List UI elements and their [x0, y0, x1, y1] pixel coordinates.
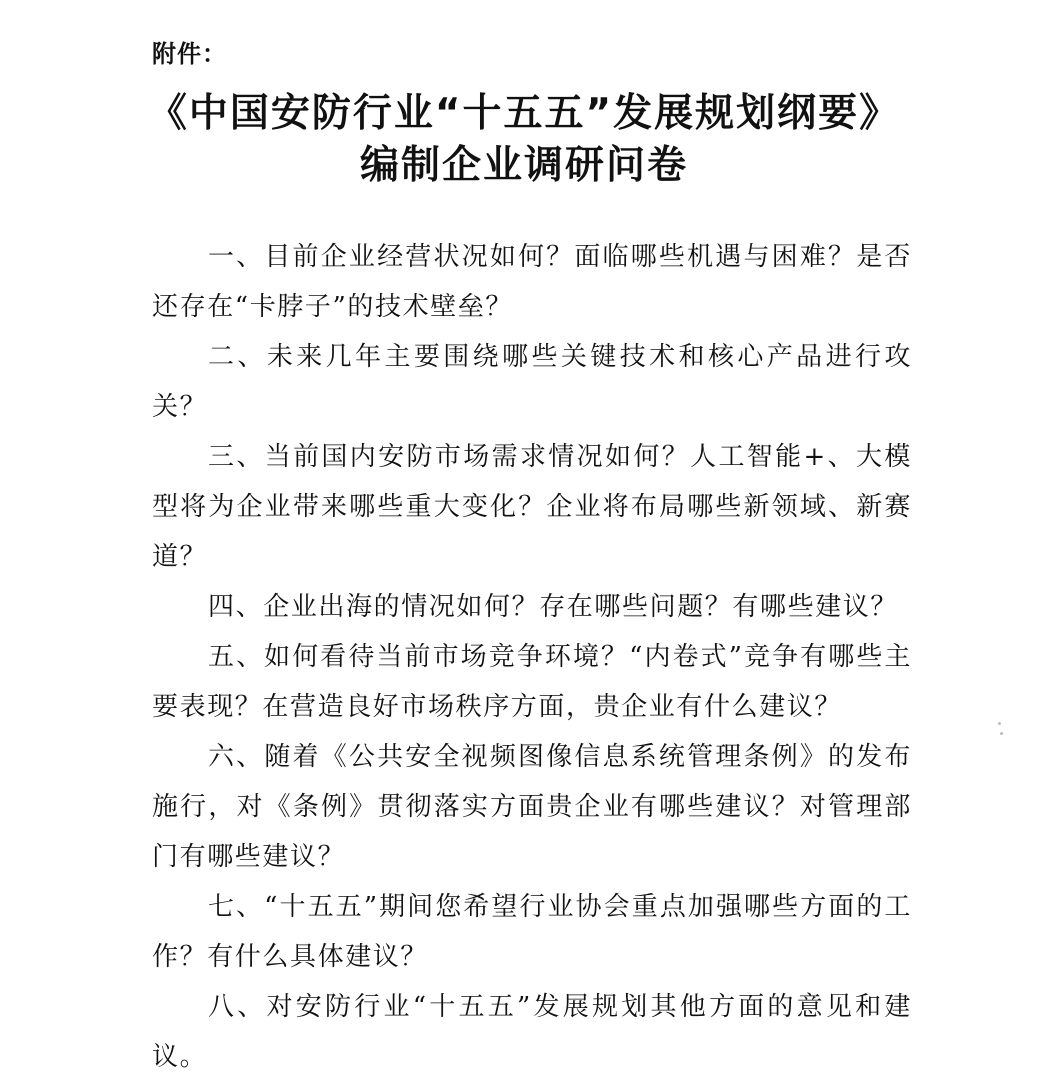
question-2: 二、未来几年主要围绕哪些关键技术和核心产品进行攻关？ — [152, 342, 912, 422]
question-6: 六、随着《公共安全视频图像信息系统管理条例》的发布施行，对《条例》贯彻落实方面贵企业有哪些建议？对管理部门有哪些建议？ — [152, 742, 912, 872]
question-7: 七、“十五五”期间您希望行业协会重点加强哪些方面的工作？有什么具体建议？ — [152, 892, 912, 972]
scan-artifact — [1000, 732, 1003, 735]
question-1: 一、目前企业经营状况如何？面临哪些机遇与困难？是否还存在“卡脖子”的技术壁垒？ — [152, 242, 912, 322]
question-5: 五、如何看待当前市场竞争环境？“内卷式”竞争有哪些主要表现？在营造良好市场秩序方面，贵企业有什么建议？ — [152, 642, 912, 722]
questionnaire-body — [152, 232, 912, 1082]
scan-artifact — [998, 722, 1001, 725]
question-8: 八、对安防行业“十五五”发展规划其他方面的意见和建议。 — [152, 992, 912, 1072]
document-title-line-2: 编制企业调研问卷 — [359, 143, 688, 188]
question-4: 四、企业出海的情况如何？存在哪些问题？有哪些建议？ — [208, 592, 899, 622]
document-title-line-1: 《中国安防行业“十五五”发展规划纲要》 — [147, 91, 901, 136]
question-3: 三、当前国内安防市场需求情况如何？人工智能+、大模型将为企业带来哪些重大变化？企业将布局哪些新领域、新赛道？ — [152, 442, 912, 572]
attachment-label: 附件： — [152, 40, 227, 68]
